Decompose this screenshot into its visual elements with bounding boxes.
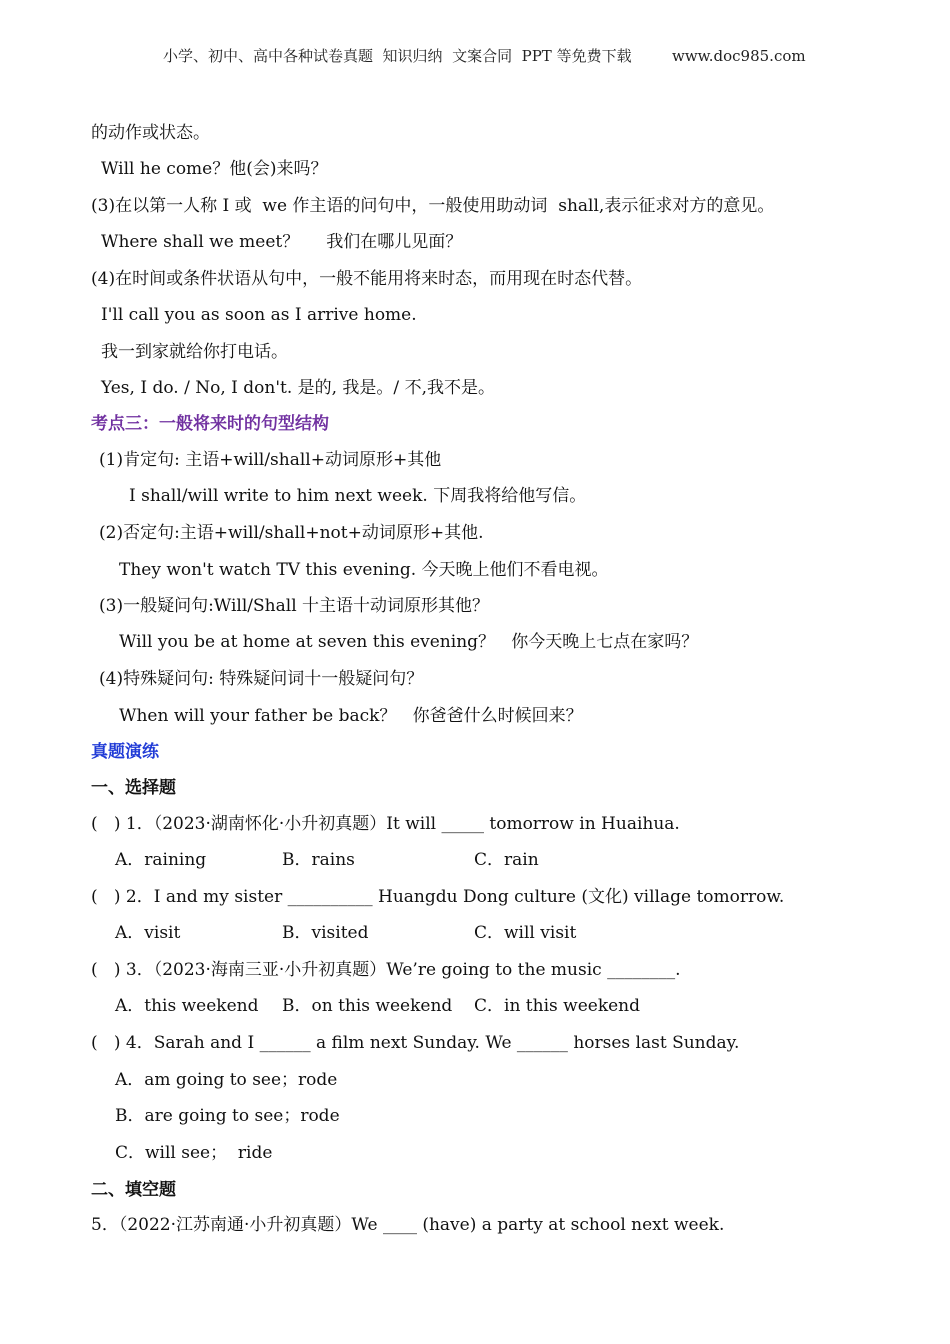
section-item: (4)特殊疑问句: 特殊疑问词十一般疑问句？ bbox=[99, 669, 424, 689]
body-line: (4)在时间或条件状语从句中，一般不能用将来时态，而用现在时态代替。 bbox=[91, 269, 643, 289]
part2-title: 二、填空题 bbox=[91, 1180, 176, 1200]
option-a[interactable]: A．raining bbox=[115, 850, 207, 870]
body-line: 我一到家就给你打电话。 bbox=[101, 342, 288, 362]
option-a[interactable]: A．am going to see；rode bbox=[115, 1070, 338, 1090]
option-c[interactable]: C．in this weekend bbox=[474, 996, 641, 1016]
section-item: Will you be at home at seven this evening？ 你今天晚上七点在家吗？ bbox=[119, 632, 699, 652]
section-title: 考点三：一般将来时的句型结构 bbox=[91, 414, 329, 434]
section-item: When will your father be back？ 你爸爸什么时候回来？ bbox=[119, 706, 583, 726]
body-line: Yes, I do. / No, I don't. 是的, 我是。/ 不,我不是。 bbox=[101, 378, 495, 398]
option-a[interactable]: A．visit bbox=[115, 923, 181, 943]
part1-title: 一、选择题 bbox=[91, 778, 176, 798]
header-url: www.doc985.com bbox=[672, 47, 806, 65]
option-b[interactable]: B．are going to see；rode bbox=[115, 1106, 340, 1126]
header-text: 小学、初中、高中各种试卷真题 知识归纳 文案合同 PPT 等免费下载 bbox=[163, 47, 632, 65]
body-line: I'll call you as soon as I arrive home. bbox=[101, 305, 417, 325]
question-stem: ( ) 3．（2023·海南三亚·小升初真题）We’re going to the music ________. bbox=[91, 960, 681, 980]
question-stem: ( ) 4．Sarah and I ______ a film next Sunday. We ______ horses last Sunday. bbox=[91, 1033, 740, 1053]
body-line: Where shall we meet？ 我们在哪儿见面？ bbox=[101, 232, 463, 252]
option-b[interactable]: B．visited bbox=[282, 923, 369, 943]
question-stem: ( ) 2．I and my sister __________ Huangdu Dong culture (文化) village tomorrow. bbox=[91, 887, 785, 907]
option-b[interactable]: B．on this weekend bbox=[282, 996, 453, 1016]
section-item: (3)一般疑问句:Will/Shall 十主语十动词原形其他？ bbox=[99, 596, 490, 616]
option-c[interactable]: C．will visit bbox=[474, 923, 577, 943]
option-b[interactable]: B．rains bbox=[282, 850, 355, 870]
section-item: (1)肯定句: 主语+will/shall+动词原形+其他 bbox=[99, 450, 442, 470]
body-line: (3)在以第一人称 I 或 we 作主语的问句中，一般使用助动词 shall,表示征求对方的意见。 bbox=[91, 196, 775, 216]
fill-question: 5．（2022·江苏南通·小升初真题）We ____ (have) a party at school next week. bbox=[91, 1215, 725, 1235]
section-item: They won't watch TV this evening. 今天晚上他们不看电视。 bbox=[119, 560, 609, 580]
body-line: Will he come？他(会)来吗？ bbox=[101, 159, 328, 179]
section-item: I shall/will write to him next week. 下周我将给他写信。 bbox=[129, 486, 587, 506]
option-c[interactable]: C．will see； ride bbox=[115, 1143, 273, 1163]
section-item: (2)否定句:主语+will/shall+not+动词原形+其他. bbox=[99, 523, 484, 543]
option-c[interactable]: C．rain bbox=[474, 850, 539, 870]
practice-title: 真题演练 bbox=[91, 742, 159, 762]
option-a[interactable]: A．this weekend bbox=[115, 996, 259, 1016]
body-line: 的动作或状态。 bbox=[91, 123, 210, 143]
question-stem: ( ) 1．（2023·湖南怀化·小升初真题）It will _____ tomorrow in Huaihua. bbox=[91, 814, 680, 834]
